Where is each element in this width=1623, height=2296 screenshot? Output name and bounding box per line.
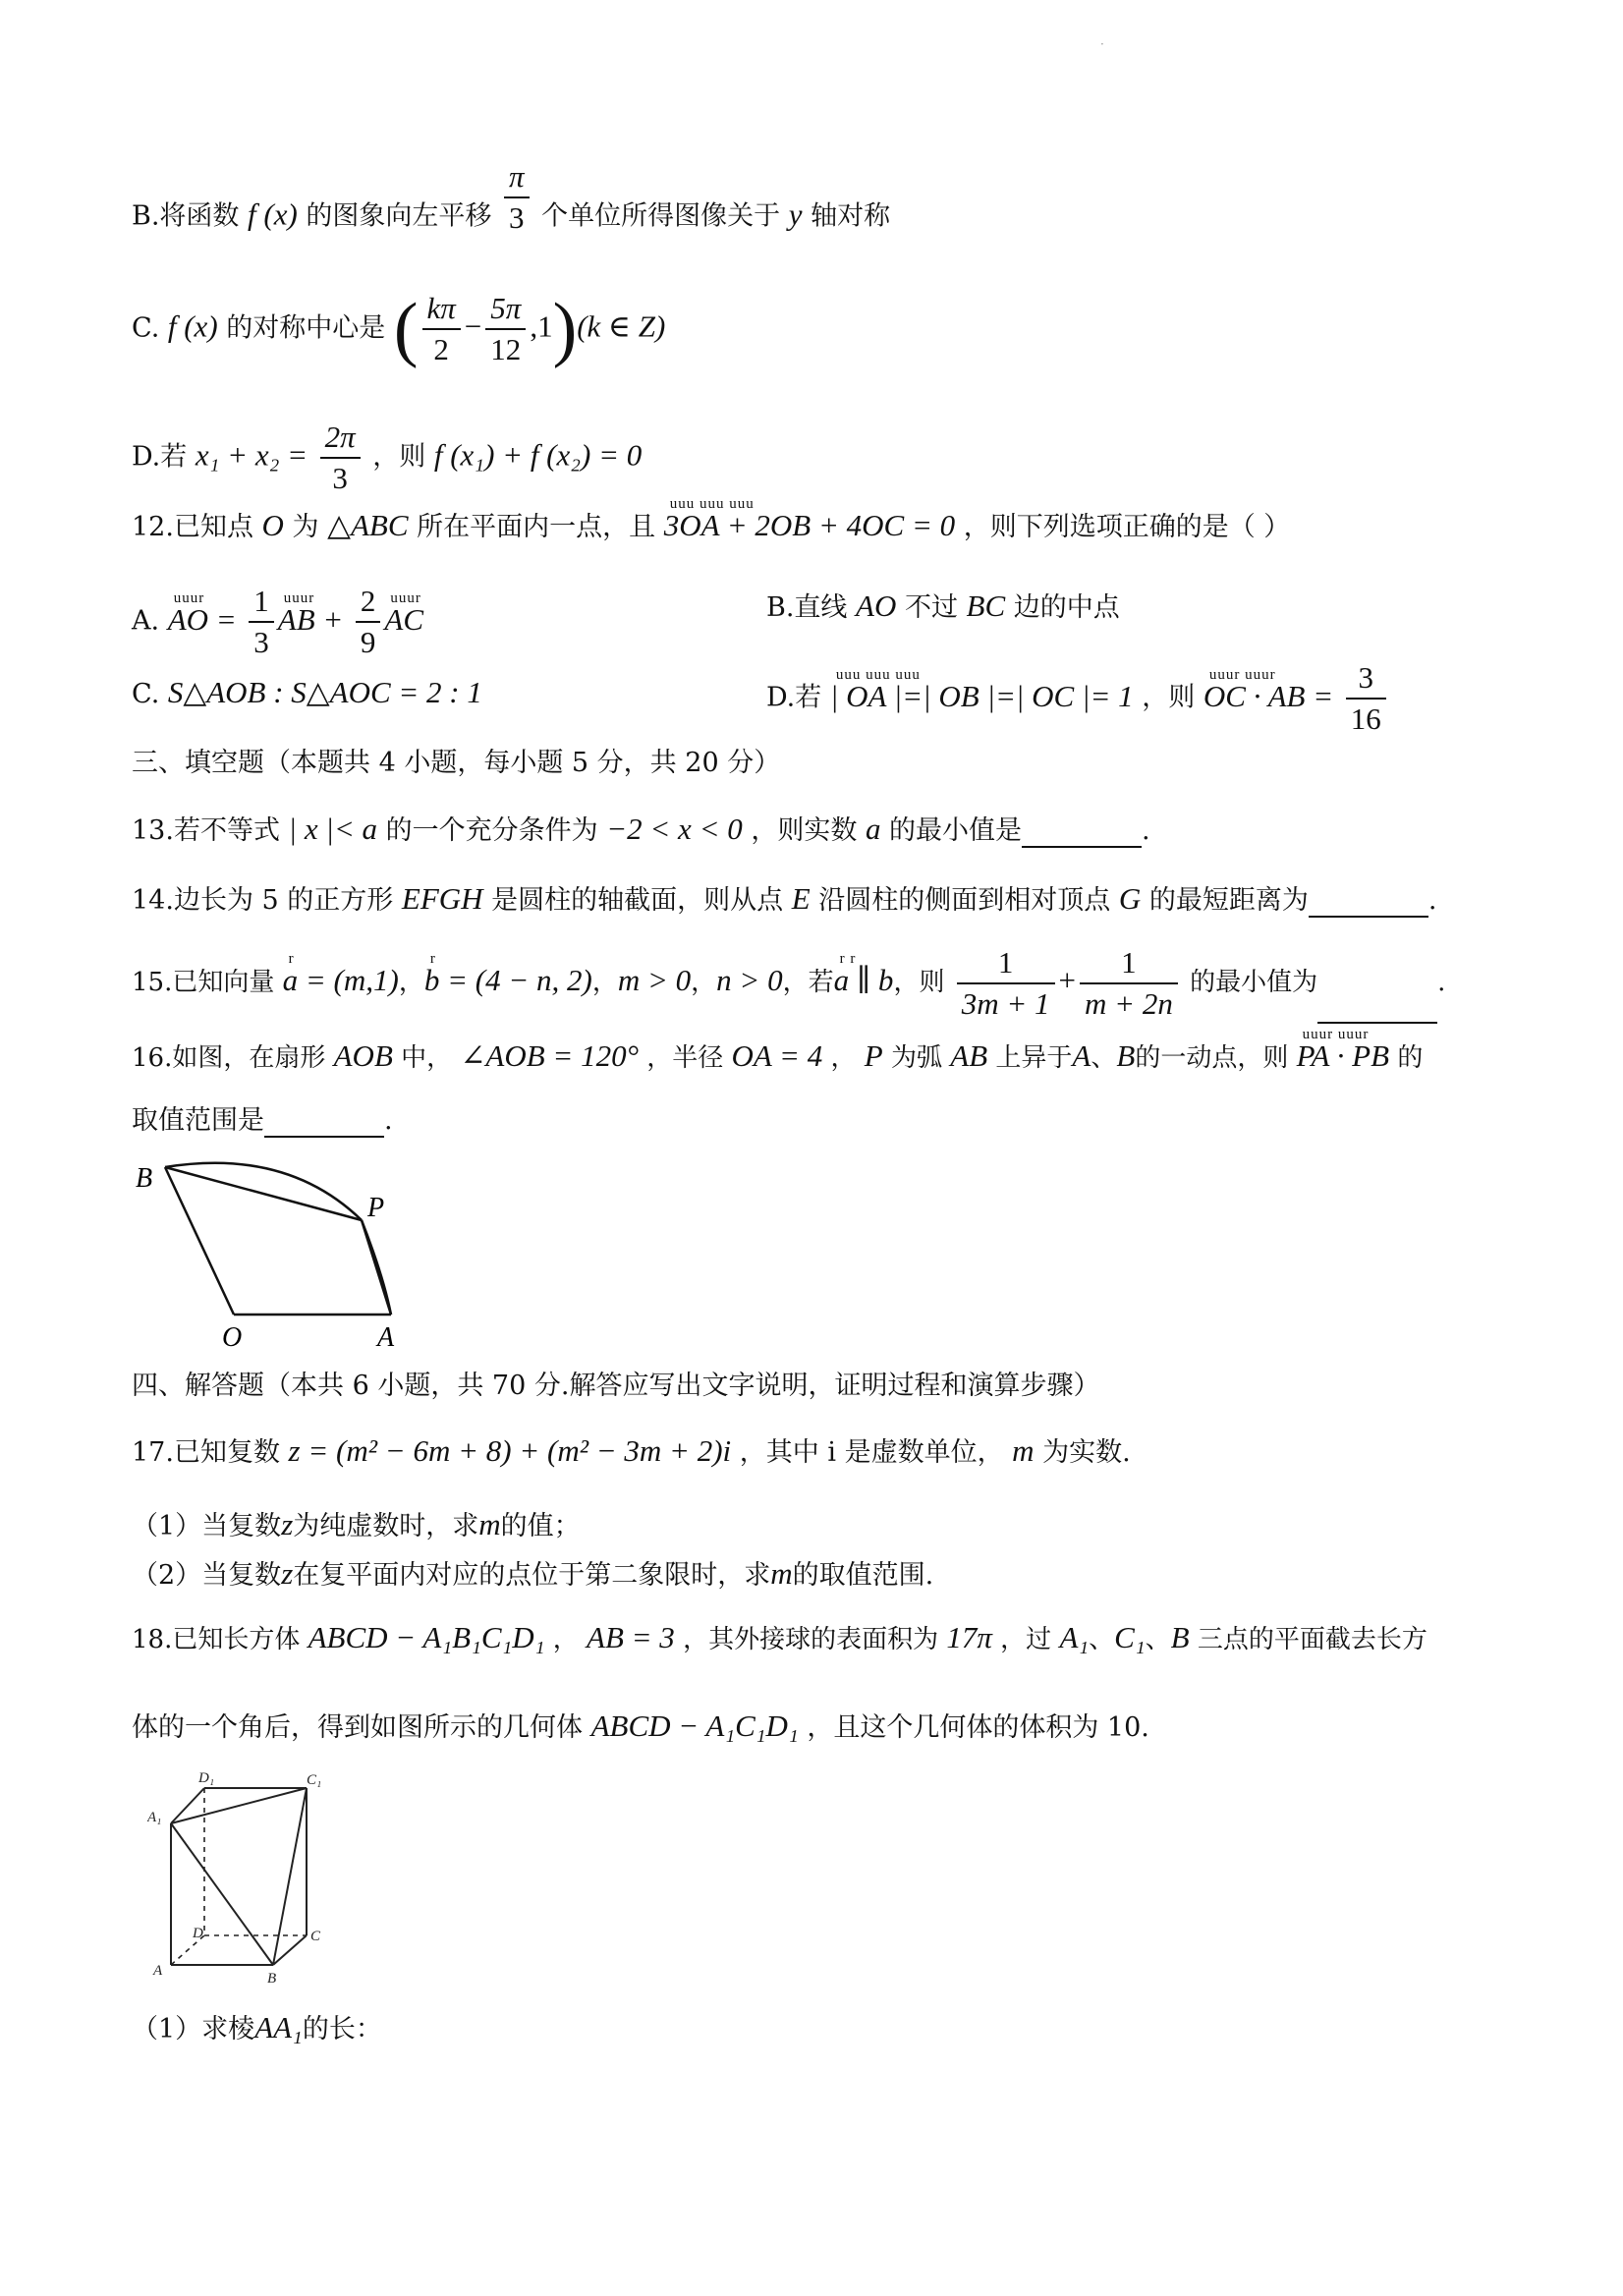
q13: 13.若不等式 | x |< a 的一个充分条件为 −2 < x < 0 ，则实数 a 的最小值是 . xyxy=(132,812,1150,846)
sector-figure xyxy=(130,1157,415,1354)
answer-blank-16 xyxy=(264,1114,384,1138)
label-C: C xyxy=(310,1929,321,1944)
corner-mark: · xyxy=(1100,37,1104,51)
q17-sub-1: （1）当复数z为纯虚数时，求m的值； xyxy=(132,1507,581,1541)
q12-option-b: B.直线 AO 不过 BC 边的中点 xyxy=(766,588,1120,623)
q14: 14.边长为 5 的正方形 EFGH 是圆柱的轴截面，则从点 E 沿圆柱的侧面到相对顶点 G 的最短距离为 . xyxy=(132,881,1437,916)
q16-line-2: 取值范围是 . xyxy=(132,1105,393,1136)
q18-line-2: 体的一个角后，得到如图所示的几何体 ABCD − A₁C₁D₁ ，且这个几何体的体积为 10. xyxy=(132,1708,1149,1743)
q16-line-1: 16.如图，在扇形 AOB 中， ∠AOB = 120° ，半径 OA = 4 ， P 为弧 AB 上异于A、B的一动点，则 uuur uuur PA · PB 的 xyxy=(132,1039,1423,1075)
q12-option-a: A. uuur AO = $\frac{1}{3}$ uuur AB + $\frac{2}{9}$ uuur AC xyxy=(132,582,423,662)
label-D: D xyxy=(193,1926,203,1941)
label-C1: C₁ xyxy=(307,1772,322,1788)
q11-option-d: D.若 x₁ + x₂ = $\frac{2\pi}{3}$ ，则 f (x₁) + f (x₂) = 0 xyxy=(132,420,643,495)
q12-option-d: D.若 uuu uuu uuu | OA |=| OB |=| OC |= 1 ，则 uuur uuur OC · AB = $\frac{3}{16}$ xyxy=(766,658,1390,739)
label-O: O xyxy=(222,1322,243,1353)
section-4-heading: 四、解答题（本共 6 小题，共 70 分.解答应写出文字说明，证明过程和演算步骤） xyxy=(132,1371,1100,1401)
label-D1: D₁ xyxy=(198,1770,215,1786)
answer-blank-13 xyxy=(1022,824,1142,848)
label-A1: A₁ xyxy=(147,1810,162,1825)
label-A: A xyxy=(377,1322,395,1353)
q11-option-b: B.将函数 f (x) 的图象向左平移 $\frac{\pi}{3}$ 个单位所得图像关于 y 轴对称 xyxy=(132,159,891,235)
q11-option-c: C. f (x) 的对称中心是 ( $\frac{k\pi}{2}$ − $\frac{5\pi}{12}$ ,1)(k ∈ Z) xyxy=(132,289,666,369)
q18-line-1: 18.已知长方体 ABCD − A₁B₁C₁D₁ ， AB = 3 ，其外接球的表面积为 17π ，过 A₁、C₁、B 三点的平面截去长方 xyxy=(132,1620,1427,1654)
q18-sub-1: （1）求棱AA₁的长： xyxy=(132,2010,382,2044)
section-3-heading: 三、填空题（本题共 4 小题，每小题 5 分，共 20 分） xyxy=(132,748,781,778)
q12-option-c: C. S△AOB : S△AOC = 2 : 1 xyxy=(132,675,482,709)
q17-sub-2: （2）当复数z在复平面内对应的点位于第二象限时，求m的取值范围. xyxy=(132,1556,934,1591)
answer-blank-14 xyxy=(1309,894,1428,918)
q12-stem: 12.已知点 O 为 △ABC 所在平面内一点，且 uuu uuu uuu 3OA + 2OB + 4OC = 0 ，则下列选项正确的是（ ） xyxy=(132,509,1290,544)
label-A: A xyxy=(153,1963,163,1979)
label-P: P xyxy=(367,1193,385,1223)
q17-stem: 17.已知复数 z = (m² − 6m + 8) + (m² − 3m + 2)i ，其中 i 是虚数单位， m 为实数. xyxy=(132,1433,1131,1468)
q15: 15.已知向量 r a = (m,1)，r b = (4 − n, 2)，m > 0，n > 0，若r r a ∥ b，则 $\frac{1}{3m + 1}$ + $\frac{1}{m + 2n}$ 的最小值为 . xyxy=(132,943,1445,1024)
label-B: B xyxy=(267,1971,277,1987)
solid-figure xyxy=(147,1768,344,1989)
label-B: B xyxy=(136,1163,153,1194)
